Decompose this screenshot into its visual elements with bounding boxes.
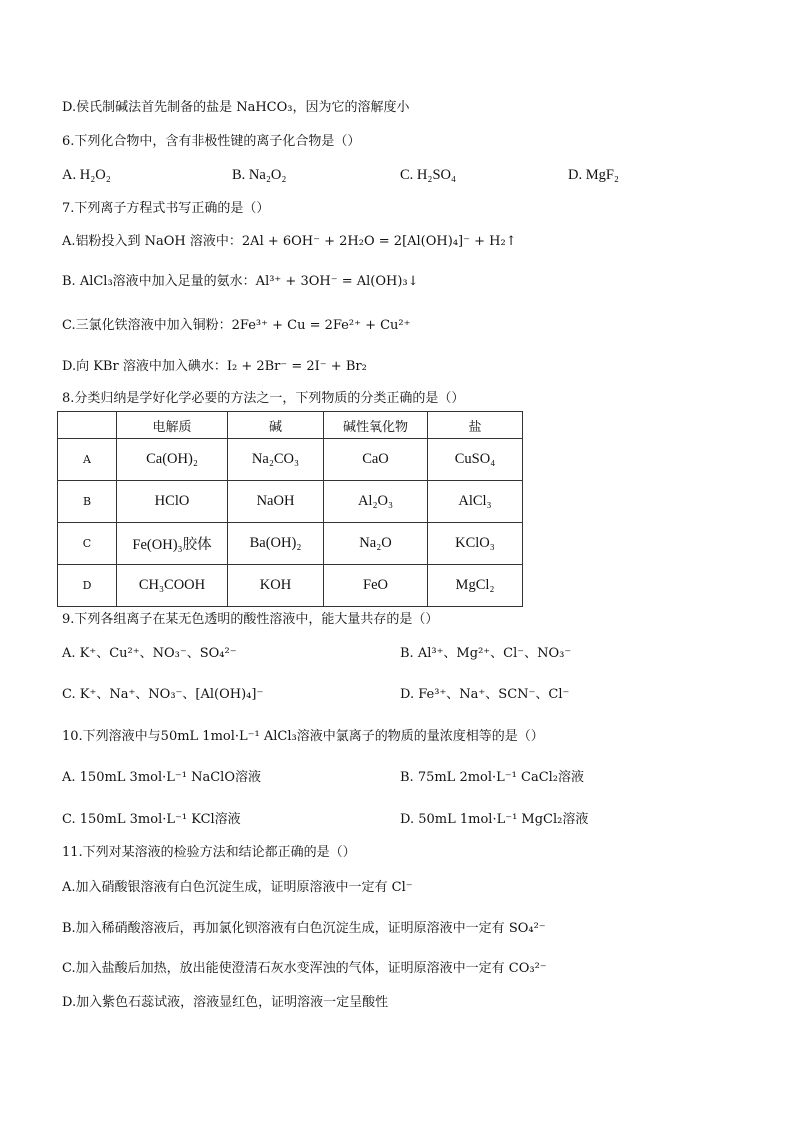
table-cell: B [58,481,117,523]
q9-option-d: D. Fe³⁺、Na⁺、SCN⁻、Cl⁻ [400,687,570,702]
q9-option-c: C. K⁺、Na⁺、NO₃⁻、[Al(OH)₄]⁻ [62,687,264,702]
table-cell: KOH [228,565,324,607]
q11-stem: 11.下列对某溶液的检验方法和结论都正确的是（） [62,845,356,860]
table-row [58,439,523,481]
table-header-cell: 电解质 [117,412,228,439]
table-cell: MgCl₂ [428,565,523,607]
table-cell: FeO [324,565,428,607]
table-cell: HClO [117,481,228,523]
table-cell: Al₂O₃ [324,481,428,523]
q9-stem: 9.下列各组离子在某无色透明的酸性溶液中，能大量共存的是（） [62,612,439,627]
classification-table [57,411,523,607]
table-header-cell: 碱性氧化物 [324,412,428,439]
table-cell: A [58,439,117,481]
table-header-cell: 碱 [228,412,324,439]
table-row [58,523,523,565]
q7-option-c: C.三氯化铁溶液中加入铜粉：2Fe³⁺ + Cu = 2Fe²⁺ + Cu²⁺ [62,318,411,333]
q8-stem: 8.分类归纳是学好化学必要的方法之一，下列物质的分类正确的是（） [62,391,465,406]
table-cell: AlCl₃ [428,481,523,523]
q10-option-b: B. 75mL 2mol·L⁻¹ CaCl₂溶液 [400,770,585,785]
table-row [58,481,523,523]
table-header-cell [58,412,117,439]
table-cell: C [58,523,117,565]
q6-option-d: D. MgF₂ [568,167,619,183]
table-cell: Fe(OH)₃胶体 [117,523,228,565]
q11-option-d: D.加入紫色石蕊试液，溶液显红色，证明溶液一定呈酸性 [62,995,389,1010]
q11-option-a: A.加入硝酸银溶液有白色沉淀生成，证明原溶液中一定有 Cl⁻ [62,880,413,895]
table-cell: Na₂CO₃ [228,439,324,481]
table-row [58,565,523,607]
table-cell: CaO [324,439,428,481]
table-header-cell: 盐 [428,412,523,439]
q7-option-d: D.向 KBr 溶液中加入碘水：I₂ + 2Br⁻ = 2I⁻ + Br₂ [62,359,367,374]
q6-option-c: C. H₂SO₄ [400,167,457,183]
q7-option-a: A.铝粉投入到 NaOH 溶液中：2Al + 6OH⁻ + 2H₂O = 2[Al(OH)₄]⁻ + H₂↑ [62,234,517,249]
q10-stem: 10.下列溶液中与50mL 1mol·L⁻¹ AlCl₃溶液中氯离子的物质的量浓度相等的是（） [62,729,544,744]
q11-option-b: B.加入稀硝酸溶液后，再加氯化钡溶液有白色沉淀生成，证明原溶液中一定有 SO₄²⁻ [62,921,546,936]
q9-option-b: B. Al³⁺、Mg²⁺、Cl⁻、NO₃⁻ [400,646,572,661]
table-cell: Na₂O [324,523,428,565]
q10-option-d: D. 50mL 1mol·L⁻¹ MgCl₂溶液 [400,812,589,827]
q6-option-b: B. Na₂O₂ [232,167,287,183]
table-cell: Ca(OH)₂ [117,439,228,481]
q6-stem: 6.下列化合物中，含有非极性键的离子化合物是（） [62,134,361,149]
table-cell: NaOH [228,481,324,523]
q7-stem: 7.下列离子方程式书写正确的是（） [62,201,270,216]
table-cell: CuSO₄ [428,439,523,481]
table-header-row [58,412,523,439]
q11-option-c: C.加入盐酸后加热，放出能使澄清石灰水变浑浊的气体，证明原溶液中一定有 CO₃²⁻ [62,961,547,976]
table-cell: D [58,565,117,607]
q9-option-a: A. K⁺、Cu²⁺、NO₃⁻、SO₄²⁻ [62,646,237,661]
q10-option-c: C. 150mL 3mol·L⁻¹ KCl溶液 [62,812,241,827]
q10-option-a: A. 150mL 3mol·L⁻¹ NaClO溶液 [62,770,261,785]
table-cell: Ba(OH)₂ [228,523,324,565]
q5-option-d: D.侯氏制碱法首先制备的盐是 NaHCO₃，因为它的溶解度小 [62,100,410,115]
table-cell: CH₃COOH [117,565,228,607]
table-cell: KClO₃ [428,523,523,565]
q7-option-b: B. AlCl₃溶液中加入足量的氨水：Al³⁺ + 3OH⁻ = Al(OH)₃↓ [62,274,419,289]
q6-option-a: A. H₂O₂ [62,167,111,183]
